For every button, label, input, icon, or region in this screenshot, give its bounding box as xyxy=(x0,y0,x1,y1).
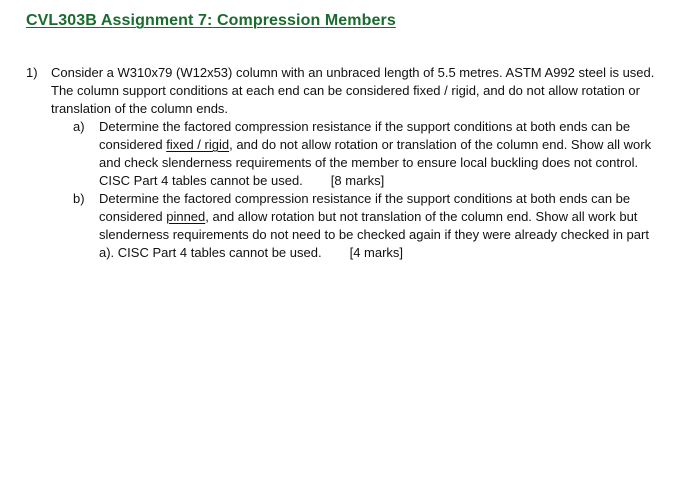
question-1 xyxy=(26,64,666,262)
part-text xyxy=(99,190,666,262)
part-text-after: , and do not allow rotation or translation of the column end. Show all work and check slenderness requirements of the member to ensure local buckling does not control. CISC Part 4 tables cannot be used. xyxy=(99,137,652,188)
question-parts xyxy=(26,118,666,262)
part-emphasis: fixed / rigid xyxy=(166,137,230,152)
part-marks: [8 marks] xyxy=(330,173,385,188)
part-emphasis: pinned xyxy=(166,209,206,224)
part-text-before: Determine the factored compression resistance if the support conditions at both ends can be considered xyxy=(99,191,631,224)
part-text xyxy=(99,118,666,190)
part-marks: [4 marks] xyxy=(349,245,404,260)
question-1-row xyxy=(26,64,666,118)
part-letter: b) xyxy=(73,191,85,206)
part-text-before: Determine the factored compression resistance if the support conditions at both ends can be considered xyxy=(99,119,631,152)
question-text: Consider a W310x79 (W12x53) column with an unbraced length of 5.5 metres. ASTM A992 steel is used. The column support conditions at each end can be considered fixed / rigid, and do not allow rotation or translation of the column ends. xyxy=(51,65,655,116)
question-number: 1) xyxy=(26,65,38,80)
part-b xyxy=(73,190,666,262)
part-text-after: , and allow rotation but not translation of the column end. Show all work but slenderness requirements do not need to be checked again if they were already checked in part a). CISC Part 4 tables cannot be used. xyxy=(99,209,649,260)
part-a xyxy=(73,118,666,190)
part-letter: a) xyxy=(73,119,85,134)
assignment-title: CVL303B Assignment 7: Compression Members xyxy=(26,12,396,29)
